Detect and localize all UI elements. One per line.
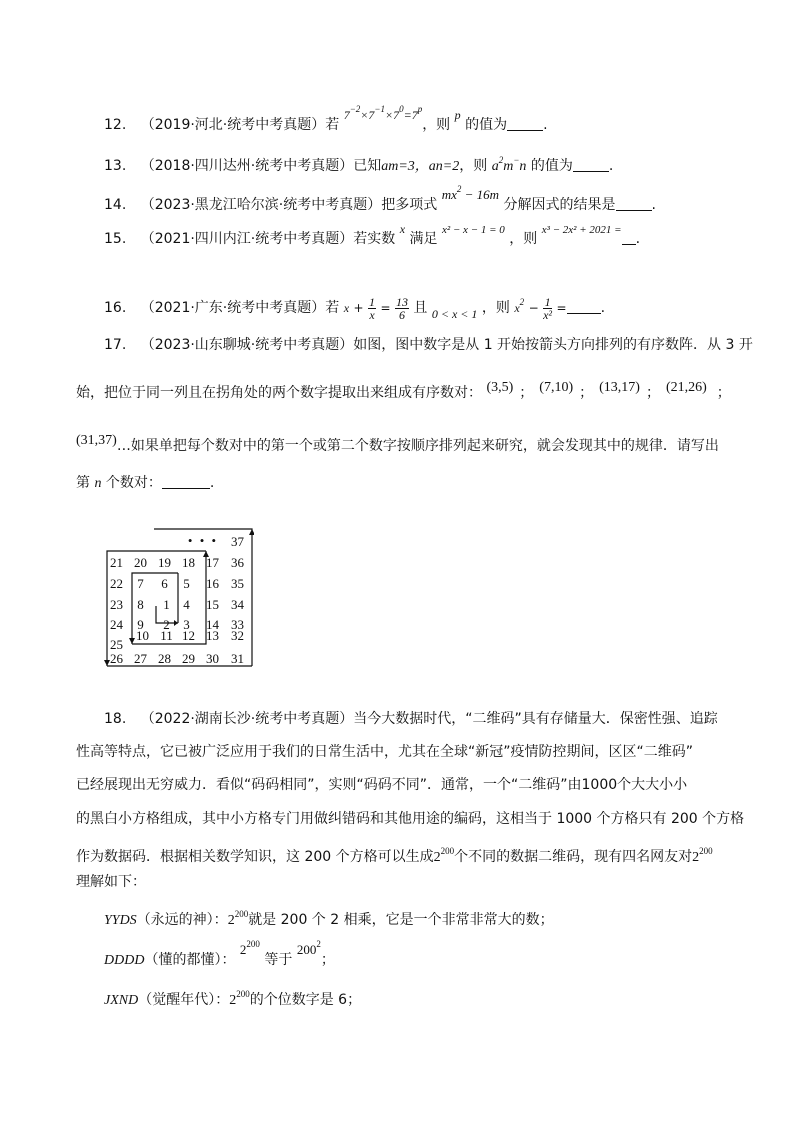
question-source: （2023·山东聊城·统考中考真题）如图，图中数字是从 1 开始按箭头方向排列的有序数阵．从 3 开 <box>140 337 753 353</box>
opinion-note: （懂的都懂）： <box>144 952 236 968</box>
math-expression: $x^2$ <box>514 297 525 315</box>
question-text: 满足 <box>409 231 438 247</box>
answer-blank[interactable] <box>507 118 543 131</box>
opinion-yyds <box>104 905 554 930</box>
question-source: （2019·河北·统考中考真题）若 <box>140 117 340 133</box>
ordered-pair: (31,37) <box>76 433 117 448</box>
answer-blank[interactable] <box>622 232 636 245</box>
question-text: 分解因式的结果是 <box>503 197 616 213</box>
math-expression: $7^{-2}\times 7^{-1}\times 7^0=7^p$ <box>343 104 423 122</box>
math-variable: x <box>399 222 406 236</box>
math-x: x <box>343 301 350 315</box>
question-18-line-1 <box>104 710 718 728</box>
period: . <box>651 197 656 213</box>
power-expression: $2^{200}$ <box>227 909 249 928</box>
grid-cell: 18 <box>182 555 195 570</box>
opinion-jxnd <box>104 985 361 1010</box>
question-17-line-2 <box>76 380 731 403</box>
question-number: 13. <box>104 158 127 174</box>
question-source: （2021·四川内江·统考中考真题）若实数 <box>140 231 396 247</box>
question-18-line-4: 的黑白小方格组成，其中小方格专门用做纠错码和其他用途的编码，这相当于 1000 个方格只有 200 个方格 <box>76 811 745 827</box>
question-number: 16. <box>104 300 127 316</box>
ordered-pair: (21,26) <box>665 380 707 395</box>
opinion-name: JXND <box>104 993 139 1008</box>
question-source: （2021·广东·统考中考真题）若 <box>140 300 340 316</box>
grid-cell: 37 <box>231 534 244 549</box>
grid-cell: 2 <box>163 617 170 632</box>
math-condition: am=3，an=2 <box>381 159 460 174</box>
opinion-text: 等于 <box>264 952 293 968</box>
separator: ； <box>519 385 534 401</box>
grid-cell: 10 <box>136 628 149 643</box>
math-variable: n <box>94 476 102 491</box>
math-expression: x³ − 2x² + 2021 = <box>541 224 622 236</box>
grid-cell: 23 <box>110 597 123 612</box>
math-range: 0 < x < 1 <box>431 307 478 321</box>
question-text: 个不同的数据二维码，现有四名网友对 <box>454 849 693 865</box>
question-18-line-3: 已经展现出无穷威力．看似“码码相同”，实则“码码不同”．通常，一个“二维码”由1000个大大小小 <box>76 777 688 793</box>
separator: ； <box>579 385 594 401</box>
grid-cell: 15 <box>206 597 219 612</box>
fraction: $\frac{1}{x}$ <box>369 294 375 322</box>
question-16 <box>104 293 605 321</box>
math-operator: − <box>528 301 539 315</box>
question-text: （2022·湖南长沙·统考中考真题）当今大数据时代，“二维码”具有存储量大．保密性强、追踪 <box>140 711 718 727</box>
question-number: 17. <box>104 337 127 353</box>
question-17-line-4 <box>76 474 214 493</box>
grid-cell: 35 <box>231 576 244 591</box>
period: . <box>209 475 215 491</box>
question-text: ，则 <box>509 231 538 247</box>
grid-cell: 31 <box>231 651 244 666</box>
question-source: （2023·黑龙江哈尔滨·统考中考真题）把多项式 <box>140 197 438 213</box>
period: . <box>608 158 614 174</box>
grid-cell: 1 <box>163 597 170 612</box>
math-operator: = <box>380 301 391 315</box>
grid-cell: 30 <box>206 651 219 666</box>
question-text: 的值为 <box>530 158 573 174</box>
answer-blank[interactable] <box>573 159 609 172</box>
question-text: 的值为 <box>465 117 508 133</box>
grid-cell: 29 <box>182 651 195 666</box>
answer-blank[interactable] <box>162 476 210 489</box>
question-text: …如果单把每个数对中的第一个或第二个数字按顺序排列起来研究，就会发现其中的规律．请写出 <box>116 438 719 454</box>
question-17-line-1 <box>104 336 753 354</box>
grid-cell: 32 <box>231 628 244 643</box>
answer-blank[interactable] <box>616 198 652 211</box>
grid-cell: 9 <box>137 617 144 632</box>
opinion-name: YYDS <box>104 913 137 928</box>
math-condition: x² − x − 1 = 0 <box>441 224 505 236</box>
period: . <box>600 300 606 316</box>
grid-cell: 6 <box>161 576 168 591</box>
fraction: $\frac{13}{6}$ <box>395 294 408 322</box>
opinion-text: 的个位数字是 6； <box>249 992 362 1008</box>
grid-cell: 3 <box>183 617 190 632</box>
grid-cell: 14 <box>206 617 219 632</box>
ordered-pair: (7,10) <box>539 380 574 395</box>
ordered-pair: (13,17) <box>599 380 640 395</box>
opinion-text: 就是 200 个 2 相乘，它是一个非常非常大的数； <box>248 912 554 928</box>
question-14 <box>104 184 656 214</box>
grid-cell: 26 <box>110 651 123 666</box>
question-number: 18. <box>104 711 127 727</box>
power-expression: $200^2$ <box>296 939 321 957</box>
grid-cell: 4 <box>183 597 190 612</box>
grid-cell: 11 <box>160 628 173 643</box>
question-18-line-2: 性高等特点，它已被广泛应用于我们的日常生活中，尤其在全球“新冠”疫情防控期间，区区“二维码” <box>76 744 694 760</box>
power-expression: $2^{200}$ <box>433 846 455 865</box>
grid-cell: 27 <box>134 651 147 666</box>
grid-cell: 16 <box>206 576 219 591</box>
math-expression: $a^2m^-n$ <box>491 155 527 174</box>
opinion-name: DDDD <box>104 953 145 968</box>
question-17-line-3 <box>76 433 719 456</box>
grid-cell: 7 <box>137 576 144 591</box>
separator: ； <box>645 385 660 401</box>
power-expression: $2^{200}$ <box>229 989 250 1008</box>
question-text: 作为数据码．根据相关数学知识，这 200 个方格可以生成 <box>76 849 434 865</box>
math-operator: + <box>353 301 364 315</box>
question-12 <box>104 104 548 134</box>
ordered-pair: (3,5) <box>486 380 514 395</box>
grid-cell: 28 <box>158 651 171 666</box>
opinion-note: （觉醒年代）： <box>138 992 230 1008</box>
question-text: 始，把位于同一列且在拐角处的两个数字提取出来组成有序数对： <box>76 385 482 401</box>
grid-cell: 13 <box>206 628 219 643</box>
grid-cell: 33 <box>231 617 244 632</box>
period: . <box>543 117 548 133</box>
grid-cell: 25 <box>110 637 123 652</box>
power-expression: $2^{200}$ <box>239 939 260 957</box>
question-text: ，则 <box>459 158 488 174</box>
question-18-line-5 <box>76 842 713 867</box>
grid-cell: 20 <box>134 555 147 570</box>
period: . <box>635 231 641 247</box>
grid-cell: 24 <box>110 617 123 632</box>
grid-cell: 21 <box>110 555 123 570</box>
grid-cell: 17 <box>206 555 219 570</box>
question-text: 个数对： <box>105 475 162 491</box>
power-expression: $2^{200}$ <box>692 846 713 865</box>
question-15 <box>104 222 641 249</box>
opinion-text: ； <box>320 952 335 968</box>
opinion-note: （永远的神）： <box>136 912 228 928</box>
question-number: 15. <box>104 231 127 247</box>
math-expression: $mx^2 - 16m$ <box>441 184 500 202</box>
fraction: $\frac{1}{\text{x²}}$ <box>543 294 553 322</box>
question-text: 且 <box>413 300 428 316</box>
math-operator: = <box>556 301 567 315</box>
question-number: 12. <box>104 117 127 133</box>
grid-cell: 5 <box>183 576 190 591</box>
grid-cell: 36 <box>231 555 244 570</box>
question-text: ，则 <box>481 300 510 316</box>
question-18-line-6: 理解如下： <box>76 874 146 890</box>
number-spiral-figure <box>104 525 254 671</box>
grid-cell: 12 <box>182 628 195 643</box>
grid-cell: 34 <box>231 597 244 612</box>
question-text: 第 <box>76 475 90 491</box>
question-13 <box>104 151 613 176</box>
math-variable: p <box>454 108 461 122</box>
question-number: 14. <box>104 197 127 213</box>
answer-blank[interactable] <box>567 301 601 314</box>
opinion-dddd <box>104 939 335 970</box>
question-text: ，则 <box>422 117 451 133</box>
grid-cell: 22 <box>110 576 123 591</box>
ellipsis-dots: • • • <box>187 533 219 548</box>
question-source: （2018·四川达州·统考中考真题）已知 <box>140 158 382 174</box>
separator: ； <box>716 385 731 401</box>
grid-cell: 8 <box>137 597 144 612</box>
grid-cell: 19 <box>158 555 171 570</box>
